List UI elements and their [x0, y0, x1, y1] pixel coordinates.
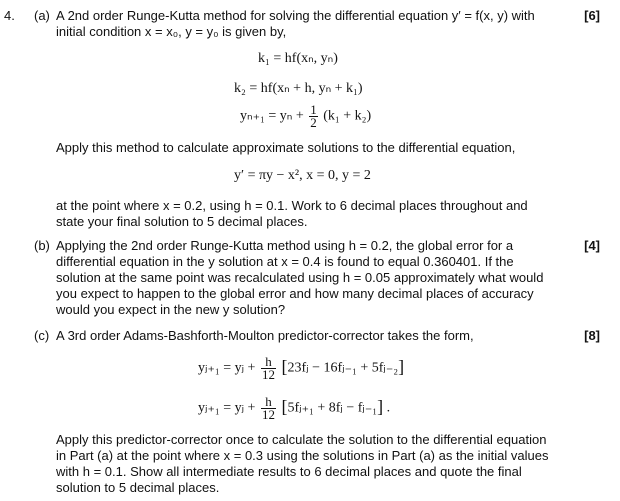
left-bracket: [: [281, 356, 288, 377]
part-b-label: (b): [34, 238, 50, 253]
part-c-line: with h = 0.1. Show all intermediate results to 6 decimal places and quote the final: [56, 464, 522, 479]
part-b-line: Applying the 2nd order Runge-Kutta method using h = 0.2, the global error for a: [56, 238, 514, 253]
equation-yn1-left: yₙ₊₁ = yₙ +: [240, 108, 304, 124]
corrector-equation: [198, 396, 390, 421]
part-b-line: differential equation in the y solution at x = 0.4 is found to equal 0.360401. If the: [56, 254, 514, 269]
part-c-label: (c): [34, 328, 50, 343]
part-b-marks: [4]: [584, 238, 600, 253]
fraction-denominator: 2: [310, 115, 317, 130]
part-c-intro: A 3rd order Adams-Bashforth-Moulton predictor-corrector takes the form,: [56, 328, 474, 343]
fraction-denominator: 12: [261, 407, 275, 422]
right-bracket: ]: [398, 356, 405, 377]
left-bracket: [: [281, 396, 288, 417]
part-a-intro-line2: initial condition x = x₀, y = y₀ is given by,: [56, 24, 287, 39]
equation-yn1-right: (k₁ + k₂): [323, 108, 372, 124]
predictor-fraction: [261, 356, 276, 381]
part-a-apply-line: Apply this method to calculate approximate solutions to the differential equation,: [56, 140, 516, 155]
part-a-tail-line1: at the point where x = 0.2, using h = 0.1. Work to 6 decimal places throughout and: [56, 198, 528, 213]
equation-k2: k₂ = hf(xₙ + h, yₙ + k₁): [234, 81, 363, 96]
right-bracket: ]: [377, 396, 384, 417]
fraction-numerator: h: [261, 356, 276, 369]
differential-equation: y′ = πy − x², x = 0, y = 2: [234, 168, 371, 183]
part-a-label: (a): [34, 8, 50, 23]
part-b-line: you expect to happen to the global error and how many decimal places of accuracy: [56, 286, 534, 301]
part-b-line: would you expect in the new y solution?: [56, 302, 286, 317]
part-a-marks: [6]: [584, 8, 600, 23]
corrector-right: 5fⱼ₊₁ + 8fⱼ − fⱼ₋₁: [287, 400, 378, 416]
fraction-numerator: 1: [310, 102, 317, 117]
part-a-intro-line1: A 2nd order Runge-Kutta method for solving the differential equation y′ = f(x, y) with: [56, 8, 535, 23]
predictor-equation: [198, 356, 404, 381]
part-c-line: solution to 5 decimal places.: [56, 480, 220, 495]
part-b-line: solution at the same point was recalculated using h = 0.05 approximately what would: [56, 270, 544, 285]
part-a-tail-line2: state your final solution to 5 decimal places.: [56, 214, 308, 229]
equation-yn1: [240, 104, 371, 129]
part-c-line: Apply this predictor-corrector once to calculate the solution to the differential equation: [56, 432, 547, 447]
fraction-numerator: h: [261, 396, 276, 409]
predictor-left: yⱼ₊₁ = yⱼ +: [198, 360, 256, 376]
corrector-left: yⱼ₊₁ = yⱼ +: [198, 400, 256, 416]
part-c-line: in Part (a) at the point where x = 0.3 using the solutions in Part (a) as the initial values: [56, 448, 549, 463]
equation-k1: k₁ = hf(xₙ, yₙ): [258, 51, 338, 66]
predictor-right: 23fⱼ − 16fⱼ₋₁ + 5fⱼ₋₂: [287, 360, 399, 376]
period: .: [383, 400, 391, 416]
equation-yn1-fraction: [309, 104, 318, 129]
corrector-fraction: [261, 396, 276, 421]
part-c-marks: [8]: [584, 328, 600, 343]
question-number: 4.: [4, 8, 15, 23]
fraction-denominator: 12: [261, 367, 275, 382]
